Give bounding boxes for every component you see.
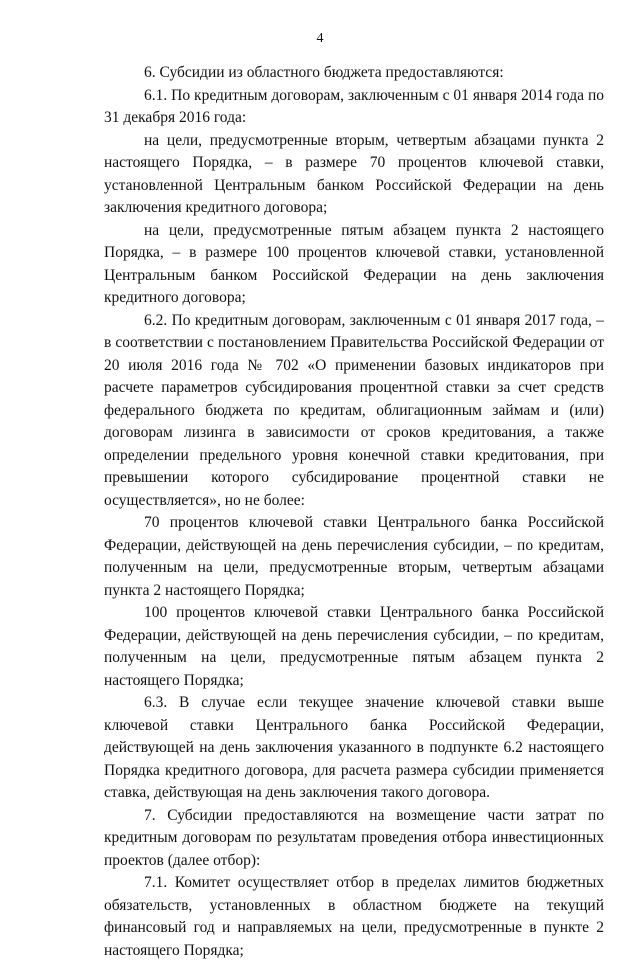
paragraph-6-1: 6.1. По кредитным договорам, заключенным с 01 января 2014 года по 31 декабря 2016 года:	[104, 86, 604, 126]
document-body	[104, 62, 604, 962]
paragraph-6-2: 6.2. По кредитным договорам, заключенным с 01 января 2017 года, – в соответствии с постановлением Правительства Российской Федерации от 20 июля 2016 года № 702 «О применении базовых индикаторов при расчете параметров субсидирования процентной ставки за счет средств федерального бюджета по кредитам, облигационным займам и (или) договорам лизинга в зависимости от сроков кредитования, а также определении предельного уровня конечной ставки кредитования, при превышении которого субсидирование процентной ставки не осуществляется», но не более:	[104, 311, 604, 509]
paragraph-6: 6. Субсидии из областного бюджета предоставляются:	[144, 64, 504, 81]
paragraph-6-3: 6.3. В случае если текущее значение ключевой ставки выше ключевой ставки Центрального банка Российской Федерации, действующей на день заключения указанного в подпункте 6.2 настоящего Порядка кредитного договора, для расчета размера субсидии применяется ставка, действующая на день заключения такого договора.	[104, 694, 604, 801]
paragraph-7: 7. Субсидии предоставляются на возмещение части затрат по кредитным договорам по результатам проведения отбора инвестиционных проектов (далее отбор):	[104, 806, 604, 869]
paragraph-7-1: 7.1. Комитет осуществляет отбор в пределах лимитов бюджетных обязательств, установленных в областном бюджете на текущий финансовый год и направляемых на цели, предусмотренные в пункте 2 настоящего Порядка;	[104, 874, 604, 959]
paragraph-6-1-item-2: на цели, предусмотренные пятым абзацем пункта 2 настоящего Порядка, – в размере 100 процентов ключевой ставки, установленной Центральным банком Российской Федерации на день заключения кредитного договора;	[104, 221, 604, 306]
page-number: 4	[316, 31, 324, 46]
paragraph-6-1-item-1: на цели, предусмотренные вторым, четвертым абзацами пункта 2 настоящего Порядка, – в размере 70 процентов ключевой ставки, установленной Центральным банком Российской Федерации на день заключения кредитного договора;	[104, 131, 604, 216]
paragraph-6-2-item-2: 100 процентов ключевой ставки Центрального банка Российской Федерации, действующей на день перечисления субсидии, – по кредитам, полученным на цели, предусмотренные пятым абзацем пункта 2 настоящего Порядка;	[104, 604, 604, 689]
paragraph-6-2-item-1: 70 процентов ключевой ставки Центрального банка Российской Федерации, действующей на день перечисления субсидии, – по кредитам, полученным на цели, предусмотренные вторым, четвертым абзацами пункта 2 настоящего Порядка;	[104, 514, 604, 599]
